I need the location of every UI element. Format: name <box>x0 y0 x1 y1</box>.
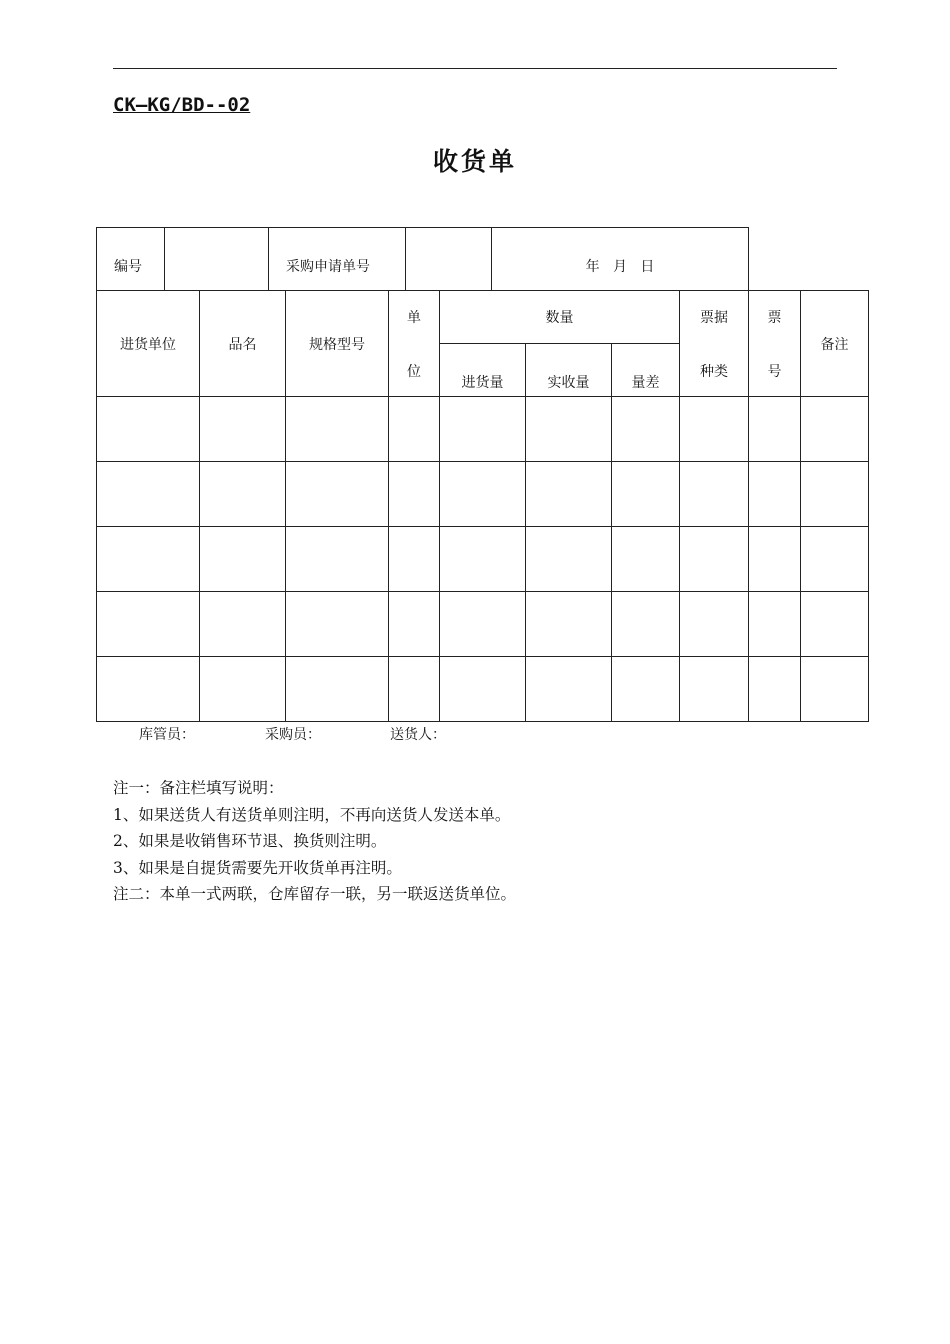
header-row-1 <box>97 291 869 344</box>
info-row-table <box>96 227 749 291</box>
table-cell[interactable] <box>749 397 801 462</box>
header-unit-top: 单 <box>407 309 421 326</box>
table-cell[interactable] <box>526 397 612 462</box>
table-cell[interactable] <box>526 527 612 592</box>
number-value <box>165 276 268 290</box>
table-cell[interactable] <box>749 657 801 722</box>
request-value-cell[interactable] <box>406 228 492 291</box>
purchaser-label: 采购员： <box>265 727 321 743</box>
note-line: 1、如果送货人有送货单则注明，不再向送货人发送本单。 <box>113 805 511 824</box>
table-cell[interactable] <box>680 657 749 722</box>
table-cell[interactable] <box>200 657 286 722</box>
header-bill-type-bottom: 种类 <box>700 363 728 380</box>
number-label-cell <box>97 228 165 291</box>
header-unit-bottom: 位 <box>407 363 421 380</box>
table-cell[interactable] <box>97 462 200 527</box>
request-label: 采购申请单号 <box>286 259 370 275</box>
table-cell[interactable] <box>749 592 801 657</box>
table-cell[interactable] <box>612 592 680 657</box>
header-spec: 规格型号 <box>286 291 389 397</box>
header-qty-received-label: 实收量 <box>547 375 590 391</box>
table-cell[interactable] <box>749 462 801 527</box>
table-row <box>97 527 869 592</box>
header-qty-in-label: 进货量 <box>461 375 504 391</box>
table-cell[interactable] <box>286 592 389 657</box>
table-cell[interactable] <box>200 397 286 462</box>
note-line: 注二：本单一式两联，仓库留存一联，另一联返送货单位。 <box>113 885 517 903</box>
header-quantity: 数量 <box>440 291 680 344</box>
table-cell[interactable] <box>680 397 749 462</box>
table-cell[interactable] <box>680 462 749 527</box>
header-bill-no-top: 票 <box>767 309 782 326</box>
header-supplier: 进货单位 <box>97 291 200 397</box>
table-cell[interactable] <box>97 527 200 592</box>
table-cell[interactable] <box>286 462 389 527</box>
table-cell[interactable] <box>440 397 526 462</box>
table-cell[interactable] <box>97 592 200 657</box>
form-code: CK—KG/BD--02 <box>113 94 251 116</box>
table-cell[interactable] <box>200 527 286 592</box>
table-cell[interactable] <box>612 397 680 462</box>
header-unit <box>389 291 440 397</box>
table-cell[interactable] <box>389 397 440 462</box>
header-bill-no <box>749 291 801 397</box>
table-cell[interactable] <box>612 462 680 527</box>
table-cell[interactable] <box>286 397 389 462</box>
note-line: 3、如果是自提货需要先开收货单再注明。 <box>113 858 402 877</box>
table-cell[interactable] <box>440 462 526 527</box>
table-cell[interactable] <box>612 657 680 722</box>
table-cell[interactable] <box>440 592 526 657</box>
table-cell[interactable] <box>801 397 869 462</box>
table-body <box>97 397 869 722</box>
deliverer-label: 送货人： <box>390 727 446 743</box>
table-row <box>97 592 869 657</box>
table-cell[interactable] <box>680 592 749 657</box>
table-cell[interactable] <box>200 592 286 657</box>
table-cell[interactable] <box>801 592 869 657</box>
table-row <box>97 657 869 722</box>
table-cell[interactable] <box>440 657 526 722</box>
request-label-cell <box>269 228 406 291</box>
header-bill-type <box>680 291 749 397</box>
table-cell[interactable] <box>286 527 389 592</box>
table-cell[interactable] <box>749 527 801 592</box>
header-product: 品名 <box>200 291 286 397</box>
top-rule <box>113 68 837 69</box>
date-cell[interactable] <box>492 228 749 291</box>
note-line: 2、如果是收销售环节退、换货则注明。 <box>113 832 387 850</box>
table-cell[interactable] <box>612 527 680 592</box>
table-cell[interactable] <box>801 527 869 592</box>
warehouse-keeper-label: 库管员： <box>139 727 195 743</box>
table-cell[interactable] <box>801 462 869 527</box>
table-cell[interactable] <box>389 657 440 722</box>
table-cell[interactable] <box>286 657 389 722</box>
page-title: 收货单 <box>432 147 517 176</box>
header-remarks: 备注 <box>801 291 869 397</box>
notes-block <box>113 775 516 908</box>
table-cell[interactable] <box>680 527 749 592</box>
table-row <box>97 462 869 527</box>
date-label: 年 月 日 <box>585 259 655 275</box>
table-cell[interactable] <box>97 397 200 462</box>
table-cell[interactable] <box>526 462 612 527</box>
table-cell[interactable] <box>801 657 869 722</box>
note-line: 注一：备注栏填写说明： <box>113 779 284 797</box>
table-row <box>97 397 869 462</box>
header-qty-diff-label: 量差 <box>631 375 660 391</box>
request-value <box>406 276 491 290</box>
table-cell[interactable] <box>97 657 200 722</box>
table-cell[interactable] <box>440 527 526 592</box>
header-qty-in <box>440 344 526 397</box>
table-cell[interactable] <box>389 462 440 527</box>
table-cell[interactable] <box>526 657 612 722</box>
header-qty-diff <box>612 344 680 397</box>
header-bill-type-top: 票据 <box>700 309 728 326</box>
number-label: 编号 <box>114 259 142 275</box>
table-cell[interactable] <box>200 462 286 527</box>
header-bill-no-bottom: 号 <box>767 363 782 380</box>
table-cell[interactable] <box>389 592 440 657</box>
header-qty-received <box>526 344 612 397</box>
table-cell[interactable] <box>389 527 440 592</box>
table-cell[interactable] <box>526 592 612 657</box>
receipt-table <box>96 290 869 722</box>
number-value-cell[interactable] <box>165 228 269 291</box>
